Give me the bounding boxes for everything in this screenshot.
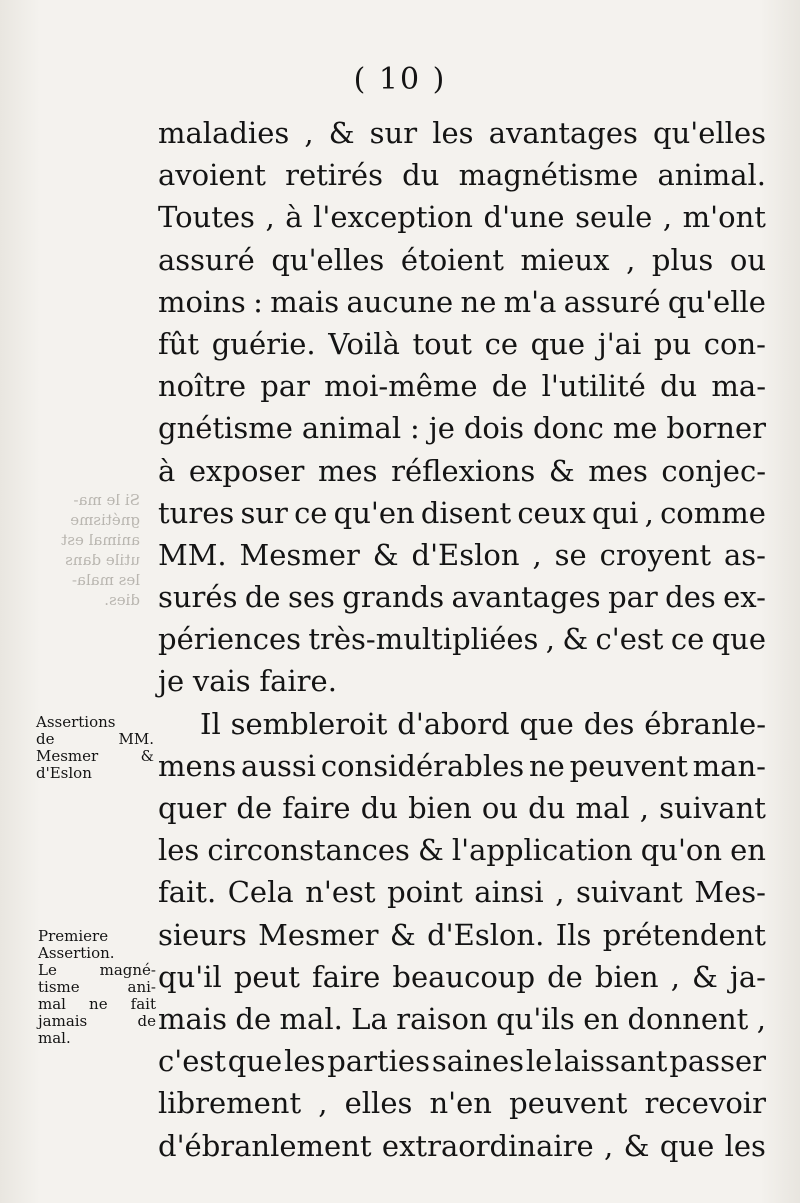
bleed-through-line: utile dans [65, 551, 140, 569]
word: , [532, 537, 542, 572]
word: tures [158, 495, 235, 530]
bleed-through-text [30, 490, 140, 610]
word: moi-même [324, 369, 478, 404]
word: donnent [627, 1001, 749, 1036]
bleed-through-line: les mala- [71, 571, 140, 589]
word: aucune [346, 284, 454, 319]
word: , [265, 200, 275, 235]
word: les [724, 1128, 766, 1163]
word: Il [200, 706, 221, 741]
word: avantages [451, 580, 601, 615]
margin-note-line: de MM. [36, 730, 154, 748]
word: fait. [158, 875, 217, 910]
margin-note-line: Premiere [38, 927, 109, 945]
word: ainsi [474, 875, 544, 910]
word: surés [158, 580, 238, 615]
text-line [158, 239, 766, 281]
word: du [659, 369, 698, 404]
margin-note-line: mal ne fait [38, 995, 156, 1013]
margin-note-line: tisme ani- [38, 978, 156, 996]
word: d'une [483, 200, 565, 235]
margin-note-line: d'Eslon [36, 764, 92, 782]
word: que [711, 622, 766, 657]
word: ce [484, 326, 519, 361]
word: assuré [158, 242, 255, 277]
word: gnétisme [158, 411, 293, 446]
word: animal. [657, 158, 766, 193]
word: par [608, 580, 658, 615]
word: ce [294, 495, 328, 530]
word: ex- [723, 580, 766, 615]
word: réflexions [391, 453, 536, 488]
word: fût [158, 326, 200, 361]
text-line [158, 576, 766, 618]
word: mes [588, 453, 648, 488]
text-line [158, 956, 766, 998]
word: peut [233, 959, 300, 994]
word: ce [670, 622, 705, 657]
word: le [525, 1044, 553, 1079]
word: ou [481, 791, 519, 825]
word: mal. [279, 1001, 343, 1036]
word: faire [282, 791, 351, 825]
word: Voilà [328, 326, 400, 361]
word: con- [703, 326, 766, 361]
word: ne [528, 748, 565, 783]
word: d'Eslon [411, 537, 520, 572]
word: du [360, 791, 398, 825]
word: & [623, 1128, 650, 1163]
word: sur [369, 116, 418, 150]
body-text [158, 112, 766, 1167]
word: ou [729, 242, 766, 277]
word: raison [396, 1001, 488, 1036]
word: & [372, 537, 399, 572]
word: bien [408, 791, 472, 825]
word: du [528, 791, 566, 825]
word: , [304, 116, 314, 150]
margin-note-premiere-assertion [38, 928, 156, 1047]
word: j'ai [597, 326, 642, 361]
text-line [158, 998, 766, 1040]
word: & [328, 116, 355, 150]
word: c'est [595, 622, 664, 657]
text-line [158, 154, 766, 196]
word: en [730, 833, 766, 868]
word: & [691, 959, 718, 994]
word: d'abord [397, 706, 510, 741]
word: La [351, 1001, 388, 1036]
word: suivant [576, 875, 683, 910]
word: très-multipliées [308, 622, 539, 657]
word: , [756, 1001, 766, 1036]
word: étoient [400, 242, 504, 277]
word: ja- [729, 959, 766, 994]
word: guérie. [211, 326, 316, 361]
word: croyent [599, 537, 712, 572]
word: que [659, 1128, 715, 1163]
text-line [158, 492, 766, 534]
text-line [158, 365, 766, 407]
text-line [158, 787, 766, 829]
word: considérables [320, 748, 525, 783]
word: extraordinaire [381, 1128, 594, 1163]
word: que [227, 1044, 283, 1079]
text-line [158, 829, 766, 871]
word: de [244, 580, 281, 615]
word: recevoir [644, 1086, 766, 1121]
word: je [428, 411, 455, 446]
word: avantages [488, 116, 638, 150]
word: suivant [659, 791, 766, 825]
word: mieux [520, 242, 610, 277]
word: mais [158, 1001, 227, 1036]
word: sieurs [158, 917, 247, 952]
text-line [158, 534, 766, 576]
word: n'est [305, 875, 376, 910]
text-line [158, 1040, 766, 1082]
word: d'Eslon. [427, 917, 545, 952]
word: des [665, 580, 716, 615]
word: disent [420, 495, 512, 530]
word: Toutes [158, 200, 255, 235]
word: borner [666, 411, 766, 446]
word: qu'en [333, 495, 415, 530]
text-line [158, 871, 766, 913]
word: de [235, 1001, 272, 1036]
text-line [158, 1082, 766, 1124]
word: bien [594, 959, 659, 994]
text-line [158, 450, 766, 492]
word: les [432, 116, 474, 150]
word: Mesmer [239, 537, 360, 572]
text-line [158, 703, 766, 745]
word: grands [342, 580, 445, 615]
word: , [626, 242, 636, 277]
word: , [545, 622, 555, 657]
margin-note-line: Mesmer & [36, 747, 154, 765]
word: à [285, 200, 303, 235]
word: avoient [158, 158, 266, 193]
word: librement [158, 1086, 302, 1121]
word: & [389, 917, 416, 952]
word: qu'il [158, 959, 222, 994]
word: pu [653, 326, 692, 361]
word: plus [651, 242, 714, 277]
text-line [158, 1125, 766, 1167]
word: qu'elle [667, 284, 766, 319]
word: , [318, 1086, 328, 1121]
text-line [158, 196, 766, 238]
word: c'est [158, 1044, 226, 1079]
word: l'application [451, 833, 633, 868]
word: Cela [227, 875, 294, 910]
bleed-through-line: animal est [61, 531, 140, 549]
word: mal [575, 791, 630, 825]
word: des [583, 706, 635, 741]
margin-note-line: Assertion. [38, 944, 115, 962]
word: MM. [158, 537, 227, 572]
word: faire. [259, 664, 337, 699]
word: & [417, 833, 444, 868]
word: les [158, 833, 200, 868]
word: , [644, 495, 654, 530]
word: assuré [563, 284, 661, 319]
page-number: ( 10 ) [353, 62, 447, 97]
margin-note-line: jamais de [38, 1012, 156, 1030]
word: elles [344, 1086, 413, 1121]
word: que [530, 326, 586, 361]
word: périences [158, 622, 301, 657]
word: point [387, 875, 463, 910]
word: ébranle- [644, 706, 766, 741]
word: moins [158, 284, 246, 319]
word: de [547, 959, 583, 994]
word: faire [311, 959, 381, 994]
word: circonstances [207, 833, 410, 868]
word: Ils [555, 917, 592, 952]
word: passer [669, 1044, 766, 1079]
word: beaucoup [392, 959, 536, 994]
bleed-through-line: gnétisme [70, 511, 140, 529]
word: noître [158, 369, 247, 404]
word: maladies [158, 116, 290, 150]
word: n'en [429, 1086, 492, 1121]
word: je [158, 664, 185, 699]
word: parties [327, 1044, 430, 1079]
word: aussi [241, 748, 317, 783]
word: : [253, 284, 263, 319]
word: animal [301, 411, 402, 446]
word: seule [575, 200, 653, 235]
word: as- [723, 537, 766, 572]
word: quer [158, 791, 227, 825]
word: sembleroit [230, 706, 388, 741]
word: mes [317, 453, 378, 488]
word: ses [287, 580, 335, 615]
word: , [604, 1128, 614, 1163]
word: , [555, 875, 565, 910]
word: m'a [503, 284, 557, 319]
margin-note-line: Assertions [36, 713, 116, 731]
text-line [158, 745, 766, 787]
word: saines [431, 1044, 525, 1079]
word: & [562, 622, 589, 657]
text-line [158, 914, 766, 956]
word: d'ébranlement [158, 1128, 372, 1163]
word: qu'on [640, 833, 723, 868]
word: me [612, 411, 658, 446]
word: se [554, 537, 587, 572]
text-line [158, 660, 766, 702]
word: de [236, 791, 273, 825]
word: Mesmer [258, 917, 379, 952]
word: l'utilité [541, 369, 646, 404]
word: qu'elles [653, 116, 766, 150]
word: , [662, 200, 673, 235]
word: ne [460, 284, 497, 319]
word: dois [463, 411, 525, 446]
word: comme [660, 495, 766, 530]
word: qui [591, 495, 639, 530]
text-line [158, 323, 766, 365]
word: , [639, 791, 649, 825]
word: & [548, 453, 575, 488]
word: qu'ils [496, 1001, 575, 1036]
word: retirés [285, 158, 383, 193]
word: peuvent [569, 748, 688, 783]
word: l'exception [313, 200, 473, 235]
word: par [260, 369, 310, 404]
word: m'ont [682, 200, 766, 235]
word: exposer [188, 453, 305, 488]
word: prétendent [602, 917, 766, 952]
margin-note-line: mal. [38, 1029, 71, 1047]
word: , [670, 959, 680, 994]
word: de [491, 369, 528, 404]
word: du [402, 158, 440, 193]
word: laissant [554, 1044, 668, 1079]
word: qu'elles [271, 242, 385, 277]
word: vais [192, 664, 251, 699]
word: donc [532, 411, 604, 446]
bleed-through-line: dies. [104, 591, 140, 609]
text-line [158, 281, 766, 323]
word: à [158, 453, 176, 488]
text-line [158, 618, 766, 660]
word: que [519, 706, 574, 741]
word: sur [240, 495, 288, 530]
text-line [158, 112, 766, 154]
word: peuvent [509, 1086, 628, 1121]
word: magnétisme [458, 158, 639, 193]
word: conjec- [661, 453, 766, 488]
word: man- [692, 748, 766, 783]
margin-note-assertions [36, 714, 154, 782]
word: ceux [517, 495, 586, 530]
word: : [410, 411, 420, 446]
word: en [583, 1001, 620, 1036]
word: mens [158, 748, 237, 783]
bleed-through-line: Si le ma- [73, 491, 140, 509]
word: Mes- [694, 875, 766, 910]
word: les [284, 1044, 326, 1079]
word: mais [270, 284, 340, 319]
word: tout [412, 326, 472, 361]
margin-note-line: Le magné- [38, 961, 156, 979]
word: ma- [711, 369, 766, 404]
text-line [158, 407, 766, 449]
